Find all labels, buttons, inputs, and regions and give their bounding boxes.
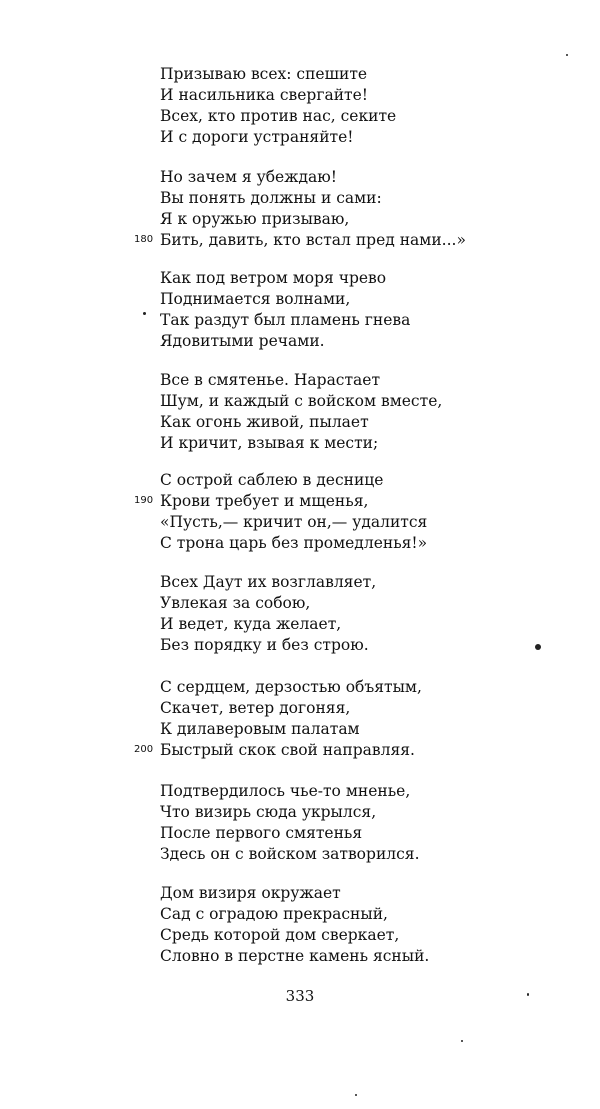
verse-text: Как огонь живой, пылает <box>160 413 369 431</box>
verse-text: Всех Даут их возглавляет, <box>160 573 377 591</box>
scan-speck <box>461 1040 463 1042</box>
stanza-6 <box>160 572 480 656</box>
verse-text: Дом визиря окружает <box>160 884 341 902</box>
verse-line <box>160 127 480 148</box>
verse-text: Сад с оградою прекрасный, <box>160 905 388 923</box>
verse-text: И насильника свергайте! <box>160 86 369 104</box>
line-number: 200 <box>134 744 154 755</box>
verse-text: Так раздут был пламень гнева <box>160 311 411 329</box>
verse-line <box>160 946 480 967</box>
verse-text: Скачет, ветер догоняя, <box>160 699 351 717</box>
verse-text: Средь которой дом сверкает, <box>160 926 400 944</box>
verse-line <box>160 698 480 719</box>
verse-text: И с дороги устраняйте! <box>160 128 354 146</box>
verse-line <box>160 85 480 106</box>
verse-line <box>160 533 480 554</box>
verse-text: С сердцем, дерзостью объятым, <box>160 678 422 696</box>
verse-line <box>160 823 480 844</box>
verse-text: С острой саблею в деснице <box>160 471 384 489</box>
verse-text: Увлекая за собою, <box>160 594 311 612</box>
verse-line <box>160 470 480 491</box>
verse-text: «Пусть,— кричит он,— удалится <box>160 513 428 531</box>
verse-line <box>134 491 480 512</box>
scan-speck <box>566 54 568 56</box>
verse-line <box>160 925 480 946</box>
verse-text: Что визирь сюда укрылся, <box>160 803 377 821</box>
verse-line <box>160 802 480 823</box>
stanza-7 <box>134 677 480 761</box>
verse-text: И ведет, куда желает, <box>160 615 342 633</box>
stanza-2 <box>134 167 480 251</box>
verse-line <box>160 106 480 127</box>
verse-line <box>160 331 480 352</box>
verse-line <box>160 904 480 925</box>
scan-speck <box>355 1094 357 1096</box>
stanza-8 <box>160 781 480 865</box>
scan-speck <box>527 993 529 996</box>
verse-line <box>160 572 480 593</box>
verse-line <box>160 289 480 310</box>
verse-line <box>160 167 480 188</box>
verse-text: Крови требует и мщенья, <box>160 492 369 510</box>
verse-text: К дилаверовым палатам <box>160 720 360 738</box>
stanza-1 <box>160 64 480 148</box>
stanza-4 <box>160 370 480 454</box>
verse-text: С трона царь без промедленья!» <box>160 534 428 552</box>
stanza-5 <box>134 470 480 554</box>
verse-text: Шум, и каждый с войском вместе, <box>160 392 443 410</box>
verse-text: Быстрый скок свой направляя. <box>160 741 415 759</box>
verse-line <box>160 412 480 433</box>
verse-text: Как под ветром моря чрево <box>160 269 387 287</box>
verse-line <box>160 188 480 209</box>
verse-line <box>160 433 480 454</box>
verse-line <box>160 844 480 865</box>
verse-text: После первого смятенья <box>160 824 363 842</box>
verse-text: Но зачем я убеждаю! <box>160 168 337 186</box>
verse-line <box>160 781 480 802</box>
verse-line <box>160 677 480 698</box>
page-number: 333 <box>285 987 315 1005</box>
scan-speck <box>143 312 146 315</box>
verse-text: Всех, кто против нас, секите <box>160 107 397 125</box>
line-number: 190 <box>134 495 154 506</box>
verse-line <box>160 593 480 614</box>
verse-line <box>160 391 480 412</box>
verse-line <box>160 719 480 740</box>
verse-text: Без порядку и без строю. <box>160 636 369 654</box>
verse-line <box>160 310 480 331</box>
verse-line <box>160 512 480 533</box>
verse-text: Здесь он с войском затворился. <box>160 845 420 863</box>
verse-line <box>160 64 480 85</box>
verse-text: Ядовитыми речами. <box>160 332 325 350</box>
verse-line <box>160 209 480 230</box>
verse-line <box>134 230 480 251</box>
verse-text: Поднимается волнами, <box>160 290 351 308</box>
verse-text: Бить, давить, кто встал пред нами...» <box>160 231 466 249</box>
verse-line <box>160 635 480 656</box>
verse-text: Вы понять должны и сами: <box>160 189 382 207</box>
stanza-9 <box>160 883 480 967</box>
verse-line <box>160 883 480 904</box>
verse-line <box>134 740 480 761</box>
verse-line <box>160 268 480 289</box>
verse-text: Призываю всех: спешите <box>160 65 368 83</box>
verse-text: Все в смятенье. Нарастает <box>160 371 381 389</box>
line-number: 180 <box>134 234 154 245</box>
verse-line <box>160 370 480 391</box>
verse-text: Словно в перстне камень ясный. <box>160 947 430 965</box>
stanza-3 <box>160 268 480 352</box>
scan-speck <box>535 644 541 650</box>
verse-text: И кричит, взывая к мести; <box>160 434 379 452</box>
verse-line <box>160 614 480 635</box>
verse-text: Подтвердилось чье-то мненье, <box>160 782 411 800</box>
verse-text: Я к оружью призываю, <box>160 210 350 228</box>
